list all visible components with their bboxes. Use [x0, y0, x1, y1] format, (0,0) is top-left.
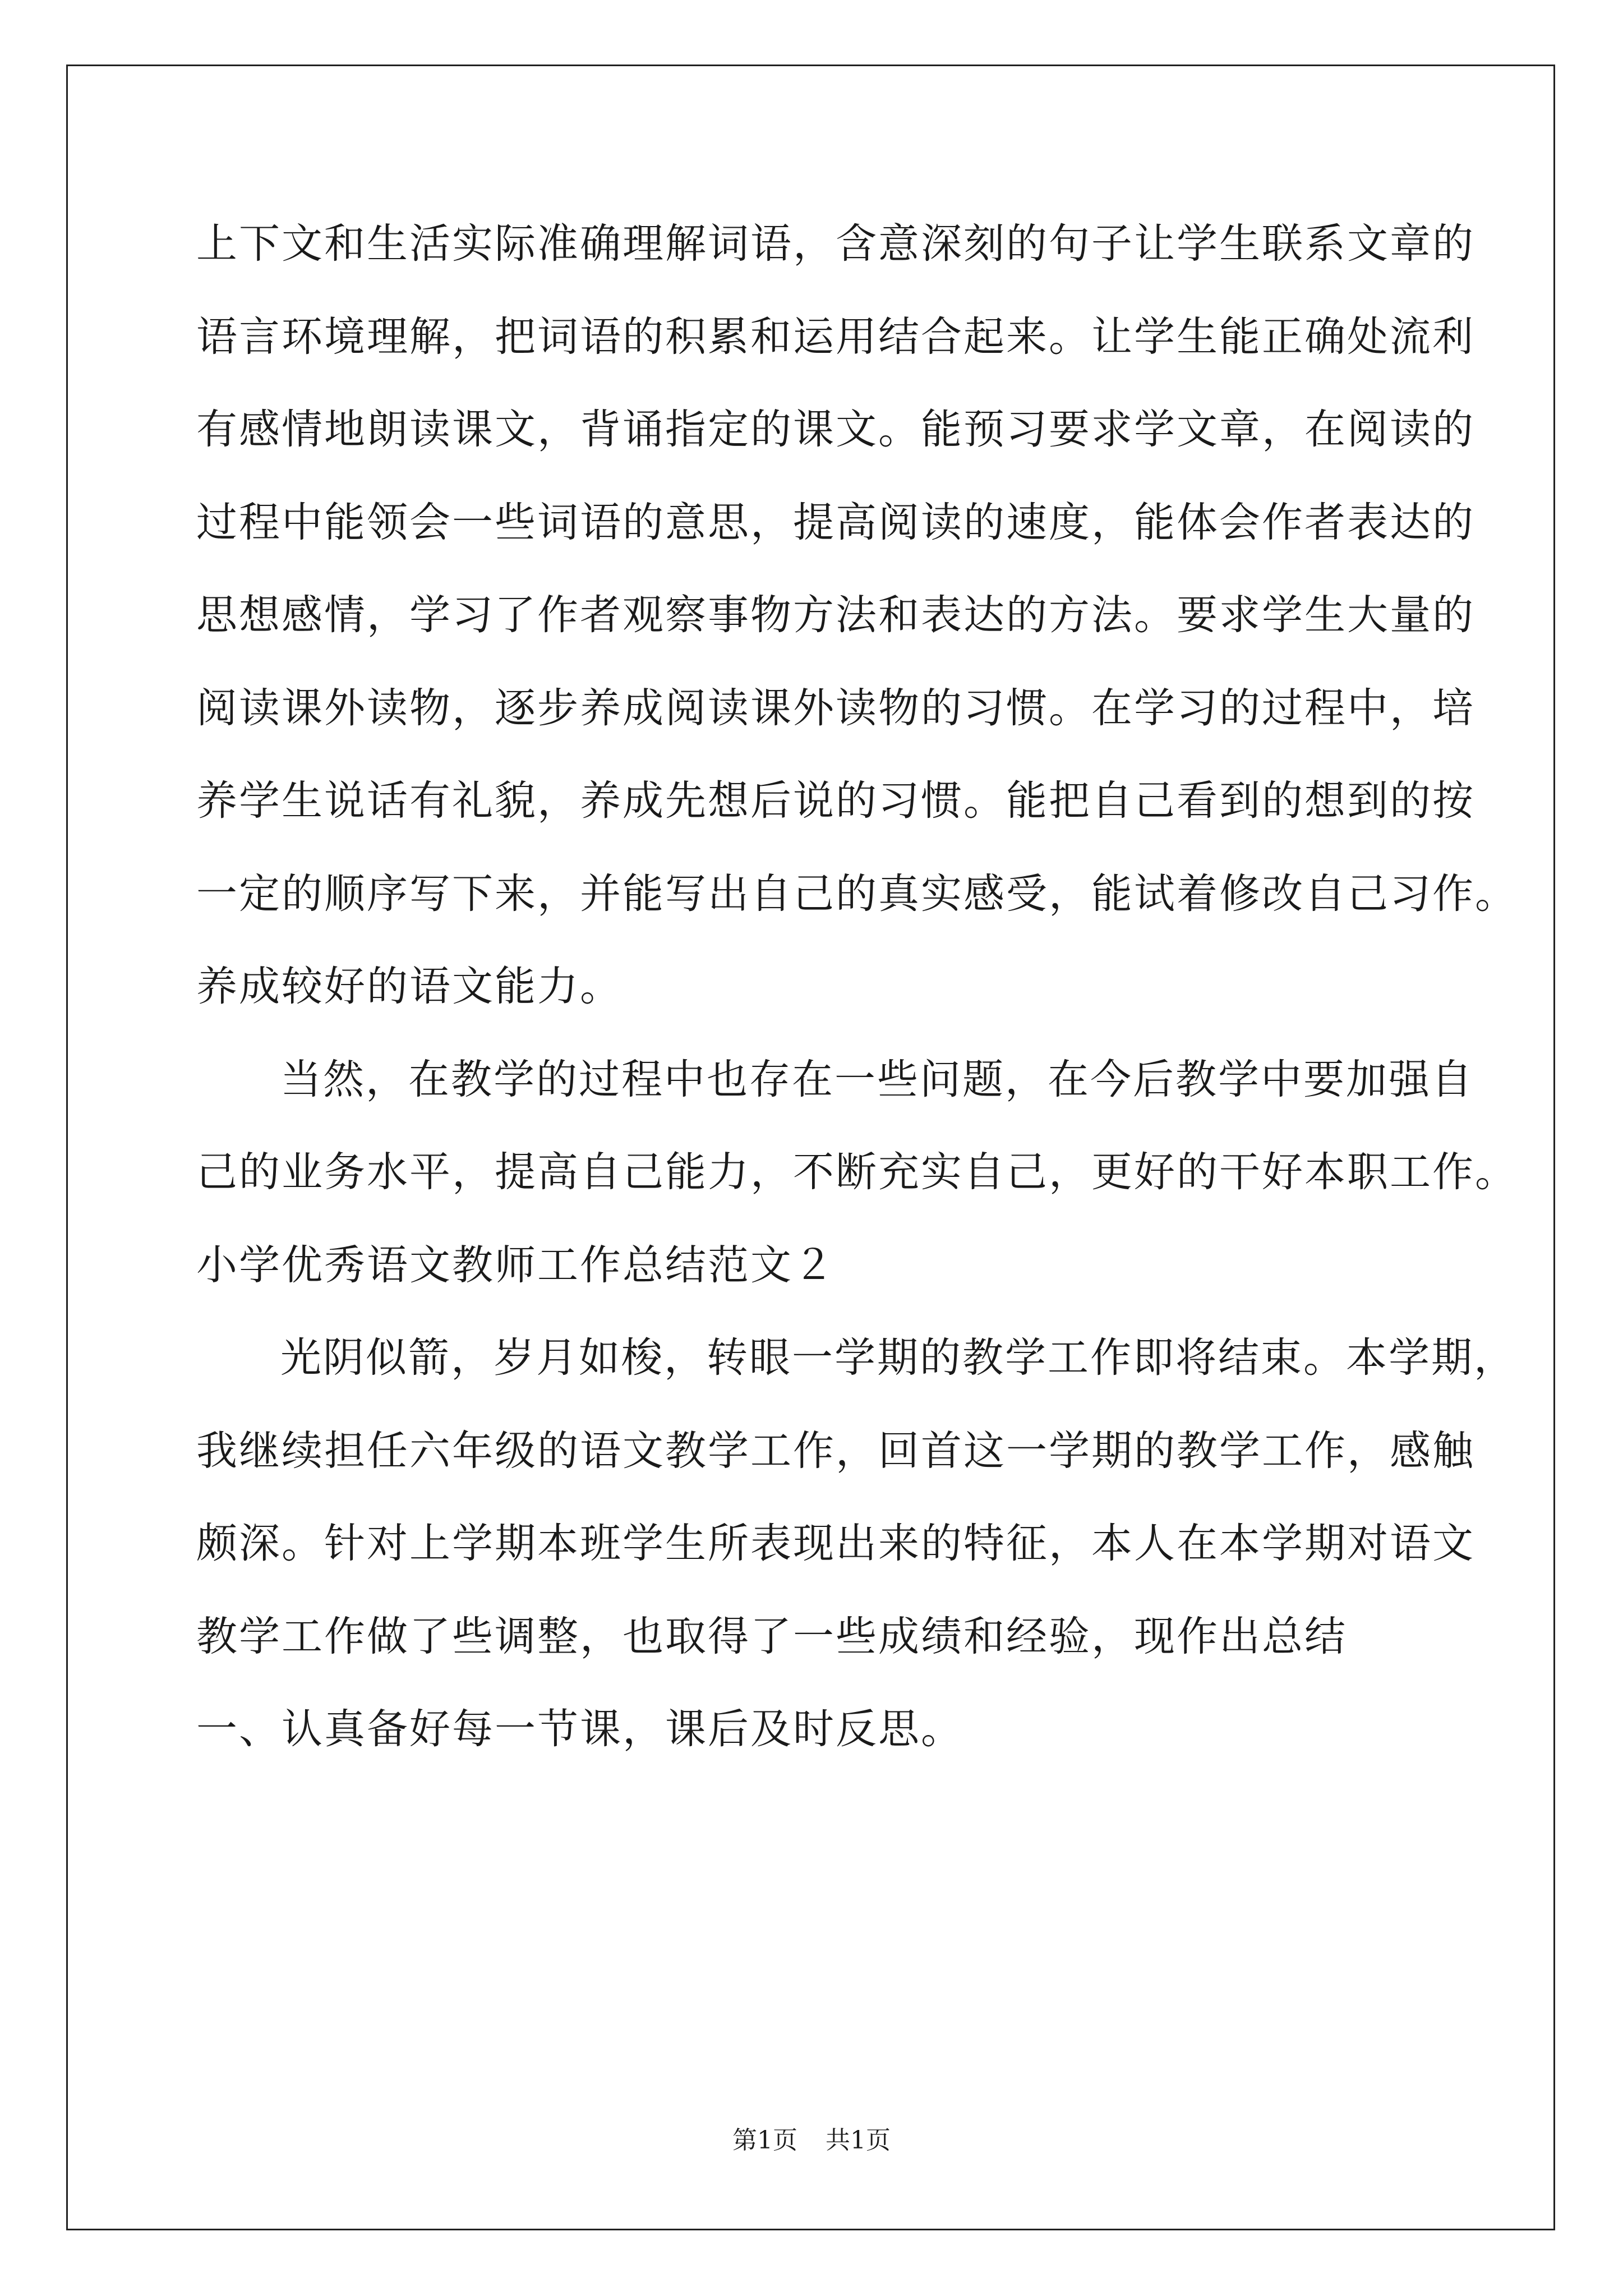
text-line: 养成较好的语文能力。 — [196, 963, 623, 1010]
text-line: 阅读课外读物，逐步养成阅读课外读物的习惯。在学习的过程中，培 — [196, 684, 1475, 732]
paragraph-start-line: 光阴似箭，岁月如梭，转眼一学期的教学工作即将结束。本学期， — [280, 1334, 1516, 1382]
page-number-current: 第1页 — [732, 2126, 797, 2155]
text-line: 己的业务水平，提高自己能力，不断充实自己，更好的干好本职工作。 — [196, 1148, 1518, 1196]
numbered-heading: 一、认真备好每一节课，课后及时反思。 — [196, 1705, 963, 1753]
text-line: 语言环境理解，把词语的积累和运用结合起来。让学生能正确处流利 — [196, 313, 1475, 361]
text-line: 我继续担任六年级的语文教学工作，回首这一学期的教学工作，感触 — [196, 1427, 1475, 1475]
page-number-total: 共1页 — [826, 2126, 891, 2155]
text-line: 一定的顺序写下来，并能写出自己的真实感受，能试着修改自己习作。 — [196, 870, 1518, 918]
text-line: 教学工作做了些调整，也取得了一些成绩和经验，现作出总结 — [196, 1613, 1347, 1660]
text-line: 思想感情，学习了作者观察事物方法和表达的方法。要求学生大量的 — [196, 591, 1475, 639]
paragraph-start-line: 当然，在教学的过程中也存在一些问题，在今后教学中要加强自 — [280, 1056, 1474, 1103]
text-line: 养学生说话有礼貌，养成先想后说的习惯。能把自己看到的想到的按 — [196, 777, 1475, 825]
text-line: 有感情地朗读课文，背诵指定的课文。能预习要求学文章，在阅读的 — [196, 406, 1475, 453]
section-heading: 小学优秀语文教师工作总结范文２ — [196, 1241, 836, 1289]
page-footer — [0, 2124, 1623, 2157]
text-line: 过程中能领会一些词语的意思，提高阅读的速度，能体会作者表达的 — [196, 499, 1475, 546]
text-line: 颇深。针对上学期本班学生所表现出来的特征，本人在本学期对语文 — [196, 1520, 1475, 1567]
text-line: 上下文和生活实际准确理解词语，含意深刻的句子让学生联系文章的 — [196, 220, 1475, 268]
